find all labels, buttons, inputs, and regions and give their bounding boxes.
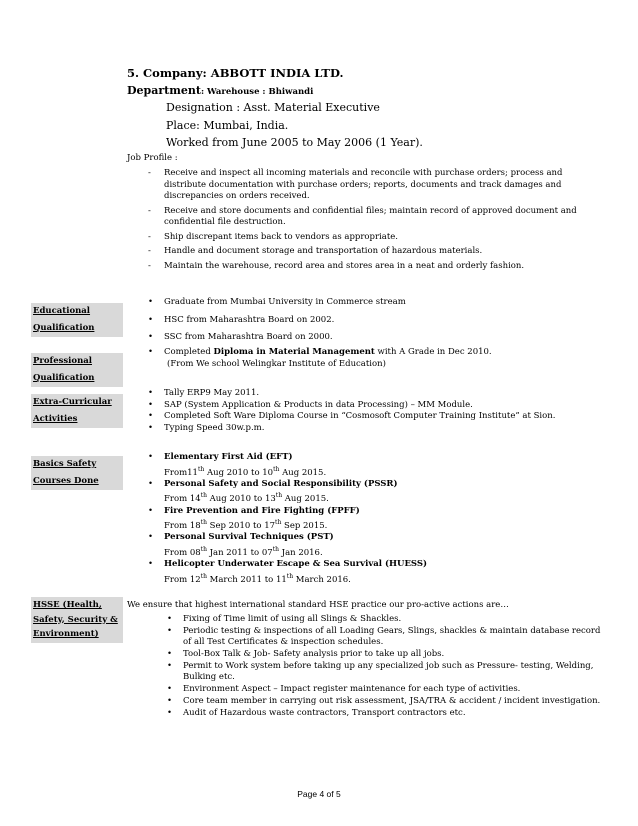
list-item: • Completed Soft Ware Diploma Course in “Cosmosoft Computer Training Institute” at Sion. bbox=[148, 411, 588, 423]
section-label-professional: Professional Qualification bbox=[31, 353, 123, 387]
place: Place: Mumbai, India. bbox=[166, 119, 289, 132]
department-line bbox=[127, 84, 313, 97]
designation: Designation : Asst. Material Executive bbox=[166, 101, 380, 114]
list-item: • SAP (System Application & Products in data Processing) – MM Module. bbox=[148, 400, 588, 412]
section-label-safety-courses: Basics Safety Courses Done bbox=[31, 456, 123, 490]
list-item: - Receive and store documents and confidential files; maintain record of approved document and confidential file destruction. bbox=[148, 206, 578, 229]
department-value: : Warehouse : Bhiwandi bbox=[200, 87, 314, 97]
list-item: • Fire Prevention and Fire Fighting (FPFF) From 18th Sep 2010 to 17th Sep 2015. bbox=[148, 506, 588, 533]
worked-period: Worked from June 2005 to May 2006 (1 Year). bbox=[166, 136, 423, 149]
list-item: • Fixing of Time limit of using all Slings & Shackles. bbox=[167, 614, 607, 625]
list-item: • Core team member in carrying out risk assessment, JSA/TRA & accident / incident investigation. bbox=[167, 696, 607, 707]
list-item: • Helicopter Underwater Escape & Sea Survival (HUESS) From 12th March 2011 to 11th March 2016. bbox=[148, 559, 588, 586]
job-profile-label: Job Profile : bbox=[127, 153, 178, 163]
page-footer: Page 4 of 5 bbox=[297, 789, 341, 799]
list-item: • Typing Speed 30w.p.m. bbox=[148, 423, 588, 435]
safety-courses-list bbox=[148, 452, 588, 586]
list-item: - Ship discrepant items back to vendors as appropriate. bbox=[148, 232, 578, 244]
list-item: • SSC from Maharashtra Board on 2000. bbox=[148, 332, 588, 344]
list-item: • HSC from Maharashtra Board on 2002. bbox=[148, 315, 588, 327]
extra-curricular-list bbox=[148, 388, 588, 434]
hsse-list bbox=[167, 614, 607, 720]
education-list bbox=[148, 297, 588, 344]
list-item: • Permit to Work system before taking up any specialized job such as Pressure- testing, Welding, Bulking etc. bbox=[167, 661, 607, 683]
company-heading: 5. Company: ABBOTT INDIA LTD. bbox=[127, 66, 344, 80]
section-label-extra-curricular: Extra-Curricular Activities bbox=[31, 394, 123, 428]
list-item: • Personal Safety and Social Responsibility (PSSR) From 14th Aug 2010 to 13th Aug 2015. bbox=[148, 479, 588, 506]
list-item: • Tool-Box Talk & Job- Safety analysis prior to take up all jobs. bbox=[167, 649, 607, 660]
section-label-hsse: HSSE (Health, Safety, Security & Environment) bbox=[31, 597, 123, 643]
list-item: • Graduate from Mumbai University in Commerce stream bbox=[148, 297, 588, 309]
list-item: - Handle and document storage and transportation of hazardous materials. bbox=[148, 246, 578, 258]
job-profile-list bbox=[148, 168, 578, 275]
list-item: • Personal Survival Techniques (PST) From 08th Jan 2011 to 07th Jan 2016. bbox=[148, 532, 588, 559]
list-item: - Maintain the warehouse, record area and stores area in a neat and orderly fashion. bbox=[148, 261, 578, 273]
list-item: • Periodic testing & inspections of all Loading Gears, Slings, shackles & maintain database record of all Test Certificates & inspection schedules. bbox=[167, 626, 607, 648]
hsse-intro: We ensure that highest international standard HSE practice our pro-active actions are… bbox=[127, 600, 509, 610]
list-item: - Receive and inspect all incoming materials and reconcile with purchase orders; process and distribute documentation with purchase orders; reports, documents and track damages and discrepancies on orders received. bbox=[148, 168, 578, 203]
list-item: • Completed Diploma in Material Management with A Grade in Dec 2010. (From We school Welingkar Institute of Education) bbox=[148, 347, 588, 370]
list-item: • Tally ERP9 May 2011. bbox=[148, 388, 588, 400]
list-item: • Audit of Hazardous waste contractors, Transport contractors etc. bbox=[167, 708, 607, 719]
list-item: • Environment Aspect – Impact register maintenance for each type of activities. bbox=[167, 684, 607, 695]
professional-list bbox=[148, 347, 588, 370]
section-label-educational: Educational Qualification bbox=[31, 303, 123, 337]
department-label: Department bbox=[127, 84, 201, 97]
list-item: • Elementary First Aid (EFT) From11th Aug 2010 to 10th Aug 2015. bbox=[148, 452, 588, 479]
